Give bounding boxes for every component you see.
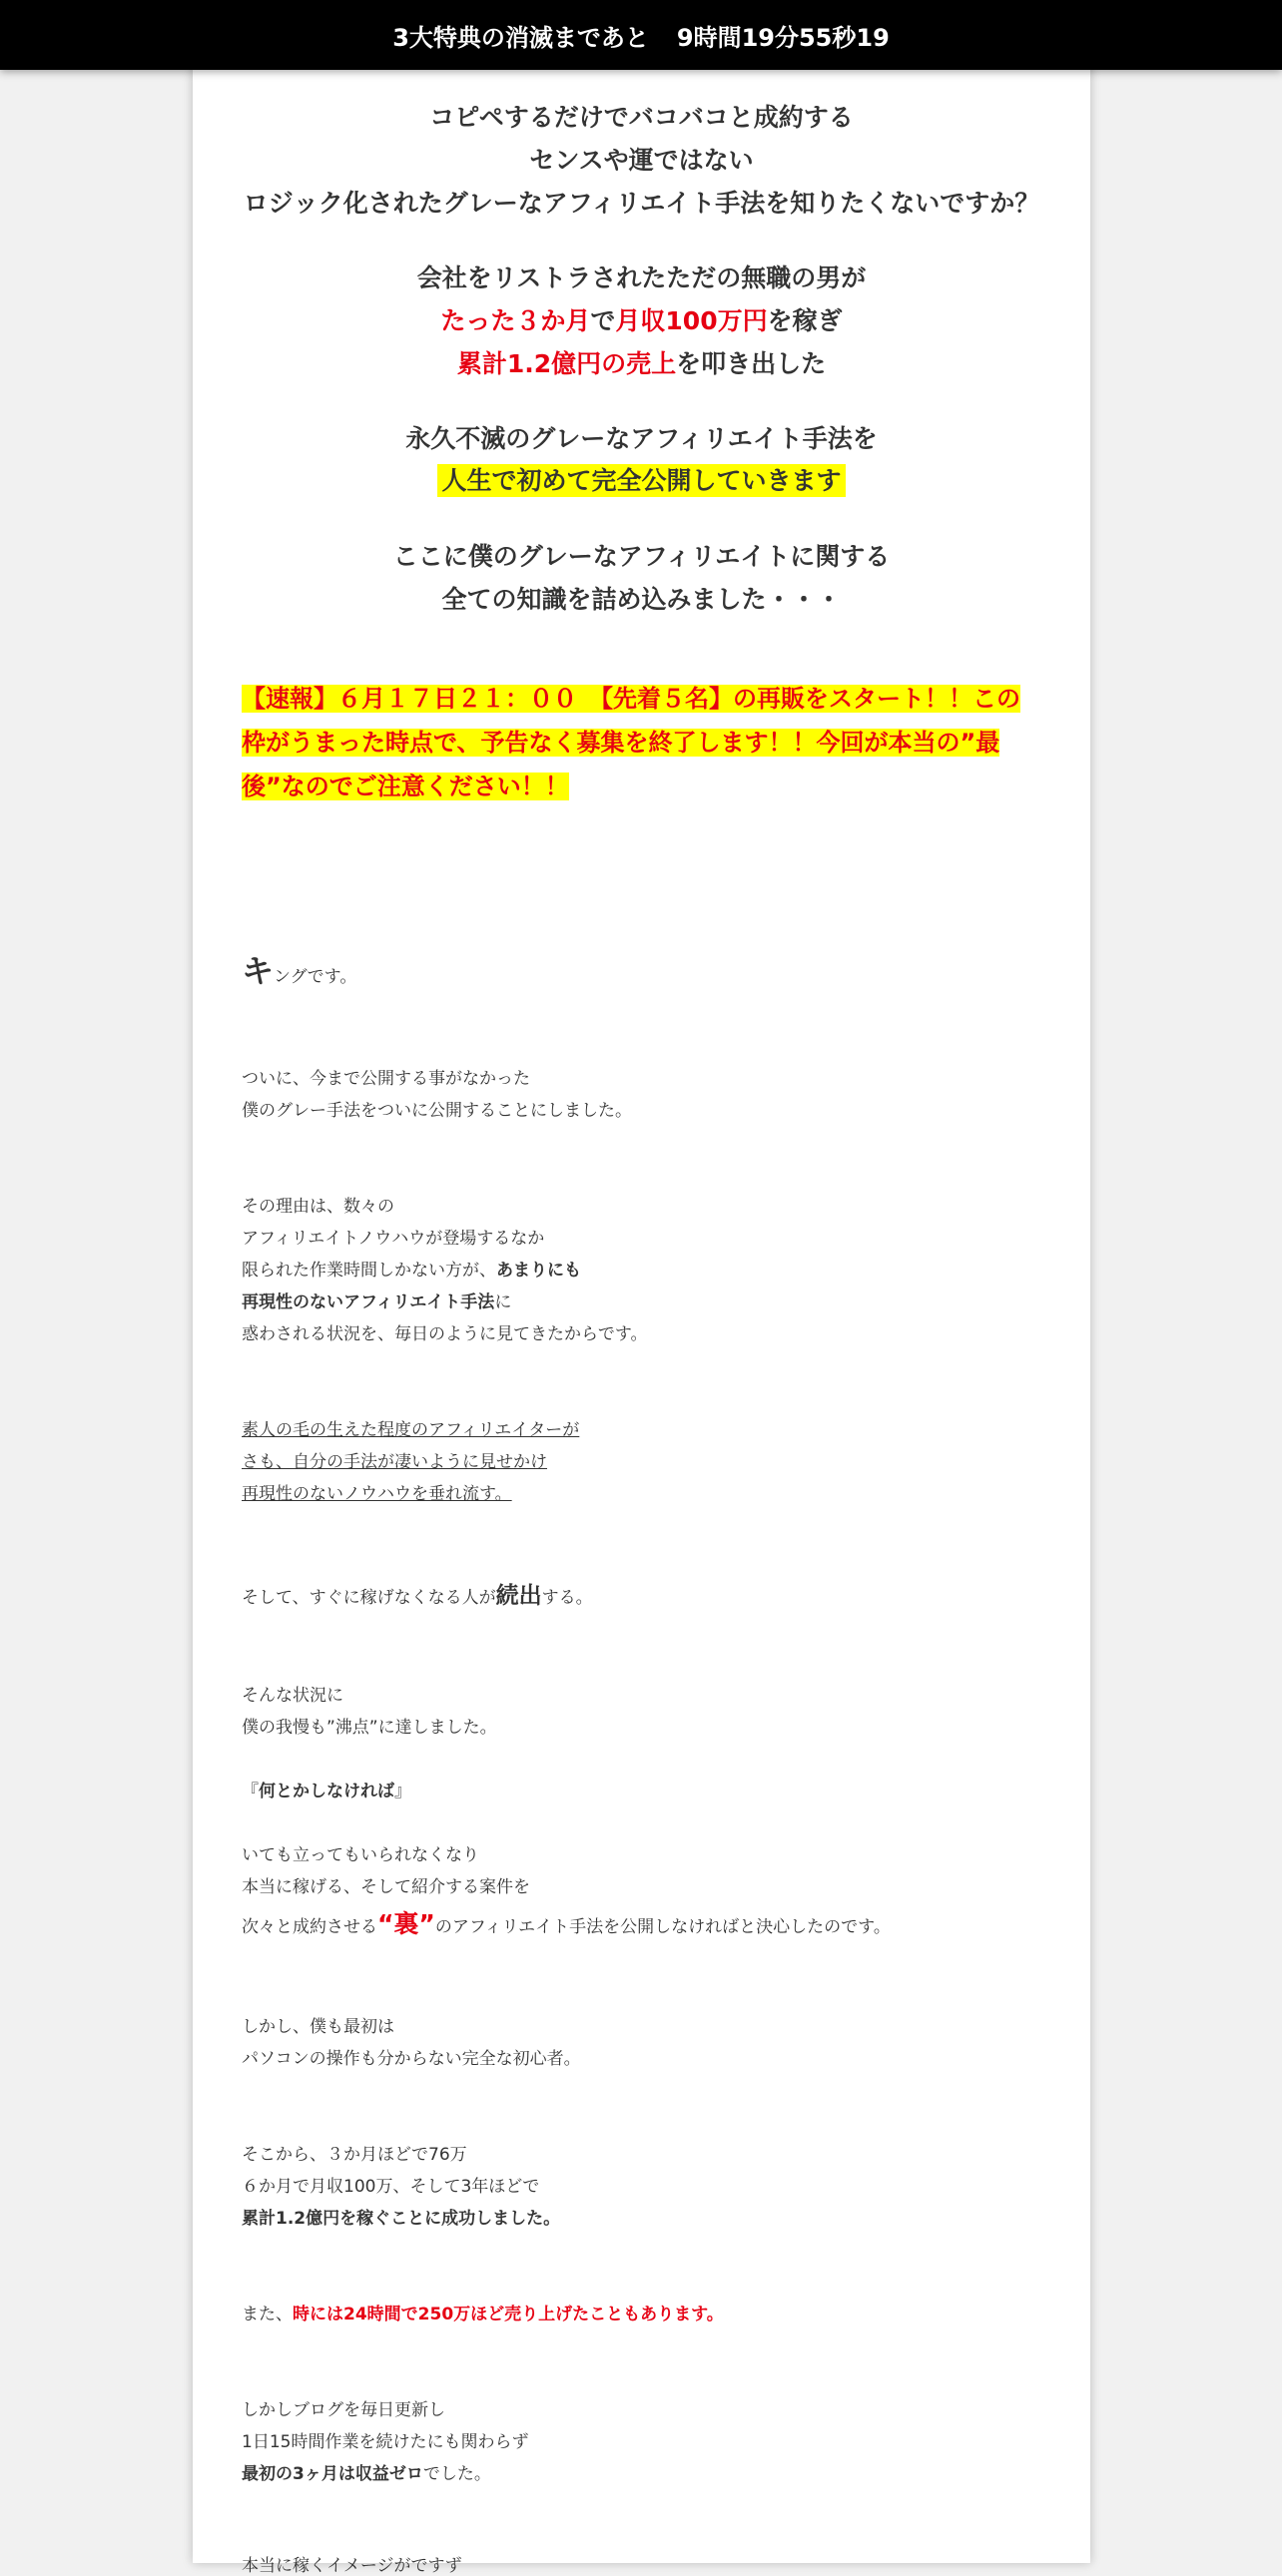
headline-fragment: を稼ぎ [767,306,843,335]
body-fragment: する。 [541,1588,593,1608]
body-line: そこから、３か月ほどで76万 [242,2145,467,2165]
headline-line: ロジック化されたグレーなアフィリエイト手法を知りたくないですか？ [243,189,1040,218]
body-line: いても立ってもいられなくなり [242,1845,479,1865]
headline-line: ここに僕のグレーなアフィリエイトに関する [392,542,891,571]
body-line [242,1777,411,1802]
body-line: しかし、僕も最初は [242,2017,394,2037]
emphasis-text: 続出 [495,1583,542,1609]
body-line [242,1288,511,1312]
headline-line: 会社をリストラされたただの無職の男が [416,263,867,292]
highlight-text: 時には24時間で250万ほど売り上げたこともあります。 [293,2305,724,2324]
body-line: アフィリエイトノウハウが登場するなか [242,1229,545,1249]
body-line: 本当に稼げる、そして紹介する案件を [242,1877,530,1897]
body-fragment: 次々と成約させる [242,1917,377,1937]
countdown-label: 3大特典の消滅まであと [392,23,649,52]
body-line [242,1256,581,1281]
emphasis-text: “裏” [377,1909,435,1938]
body-line: しかしブログを毎日更新し [242,2400,445,2420]
drop-cap: キ [242,952,275,990]
underlined-line: さも、自分の手法が凄いように見せかけ [242,1452,547,1472]
body-line: ついに、今まで公開する事がなかった [242,1069,530,1089]
body-fragment: 』 [394,1782,411,1802]
headline-fragment: で [590,306,616,335]
body-fragment: でした。 [422,2464,491,2484]
headline-line [193,301,1090,337]
body-line: ６か月で月収100万、そして3年ほどで [242,2177,540,2197]
breaking-line: 【速報】６月１７日２１：００ 【先着５名】の再販をスタート！！この [242,685,1020,713]
highlight-text: 累計1.2億円の売上 [456,349,677,378]
breaking-line: 枠がうまった時点で、予告なく募集を終了します！！今回が本当の”最 [242,729,1000,757]
headline-line: 永久不滅のグレーなアフィリエイト手法を [405,424,878,453]
body-fragment: 限られた作業時間しかない方が、 [242,1261,496,1281]
headline-fragment: を叩き出した [676,349,827,378]
body-fragment: に [494,1292,512,1312]
headline-line: センスや運ではない [529,146,754,175]
body-line: そんな状況に [242,1686,343,1706]
bold-text: あまりにも [496,1261,581,1281]
bold-text: 最初の3ヶ月は収益ゼロ [242,2464,423,2484]
body-line [242,2459,491,2484]
breaking-news-notice [242,677,1048,808]
underlined-line: 再現性のないノウハウを垂れ流す。 [242,1484,512,1504]
body-fragment: また、 [242,2305,293,2324]
body-line: その理由は、数々の [242,1197,394,1217]
highlight-text: たった３か月 [440,306,591,335]
bold-text: 再現性のないアフィリエイト手法 [242,1292,495,1312]
body-line: 僕の我慢も”沸点”に達しました。 [242,1718,497,1738]
body-fragment: 『 [242,1782,259,1802]
body-line: パソコンの操作も分からない完全な初心者。 [242,2049,581,2069]
headline-line [193,344,1090,380]
body-line [242,2300,724,2324]
body-fragment: ングです。 [274,967,357,987]
body-line: 惑わされる状況を、毎日のように見てきたからです。 [242,1324,648,1344]
bold-text: 何とかしなければ [259,1782,394,1802]
headline-line [193,461,1090,497]
body-line: 僕のグレー手法をついに公開することにしました。 [242,1101,632,1121]
marker-highlight: 人生で初めて完全公開していきます [437,464,845,497]
content-column [193,0,1090,2576]
headline-line: コピペするだけでバコバコと成約する [429,103,854,132]
headline-line: 全ての知識を詰め込みました・・・ [441,585,842,614]
countdown-timer: 9時間19分55秒19 [676,23,890,52]
body-line [242,1577,593,1610]
underlined-line: 素人の毛の生えた程度のアフィリエイターが [242,1420,580,1440]
body-fragment: のアフィリエイト手法を公開しなければと決心したのです。 [434,1917,891,1937]
body-fragment: そして、すぐに稼げなくなる人が [242,1588,496,1608]
intro-greeting [242,946,356,992]
highlight-text: 月収100万円 [615,306,768,335]
breaking-line: 後”なのでご注意ください！！ [242,773,569,800]
body-line [242,1904,891,1940]
body-line: 1日15時間作業を続けたにも関わらず [242,2432,529,2452]
highlight-text: 累計1.2億円を稼ぐことに成功しました。 [242,2209,561,2229]
body-line: 本当に稼くイメージがですず [242,2556,462,2576]
countdown-bar [0,0,1282,70]
